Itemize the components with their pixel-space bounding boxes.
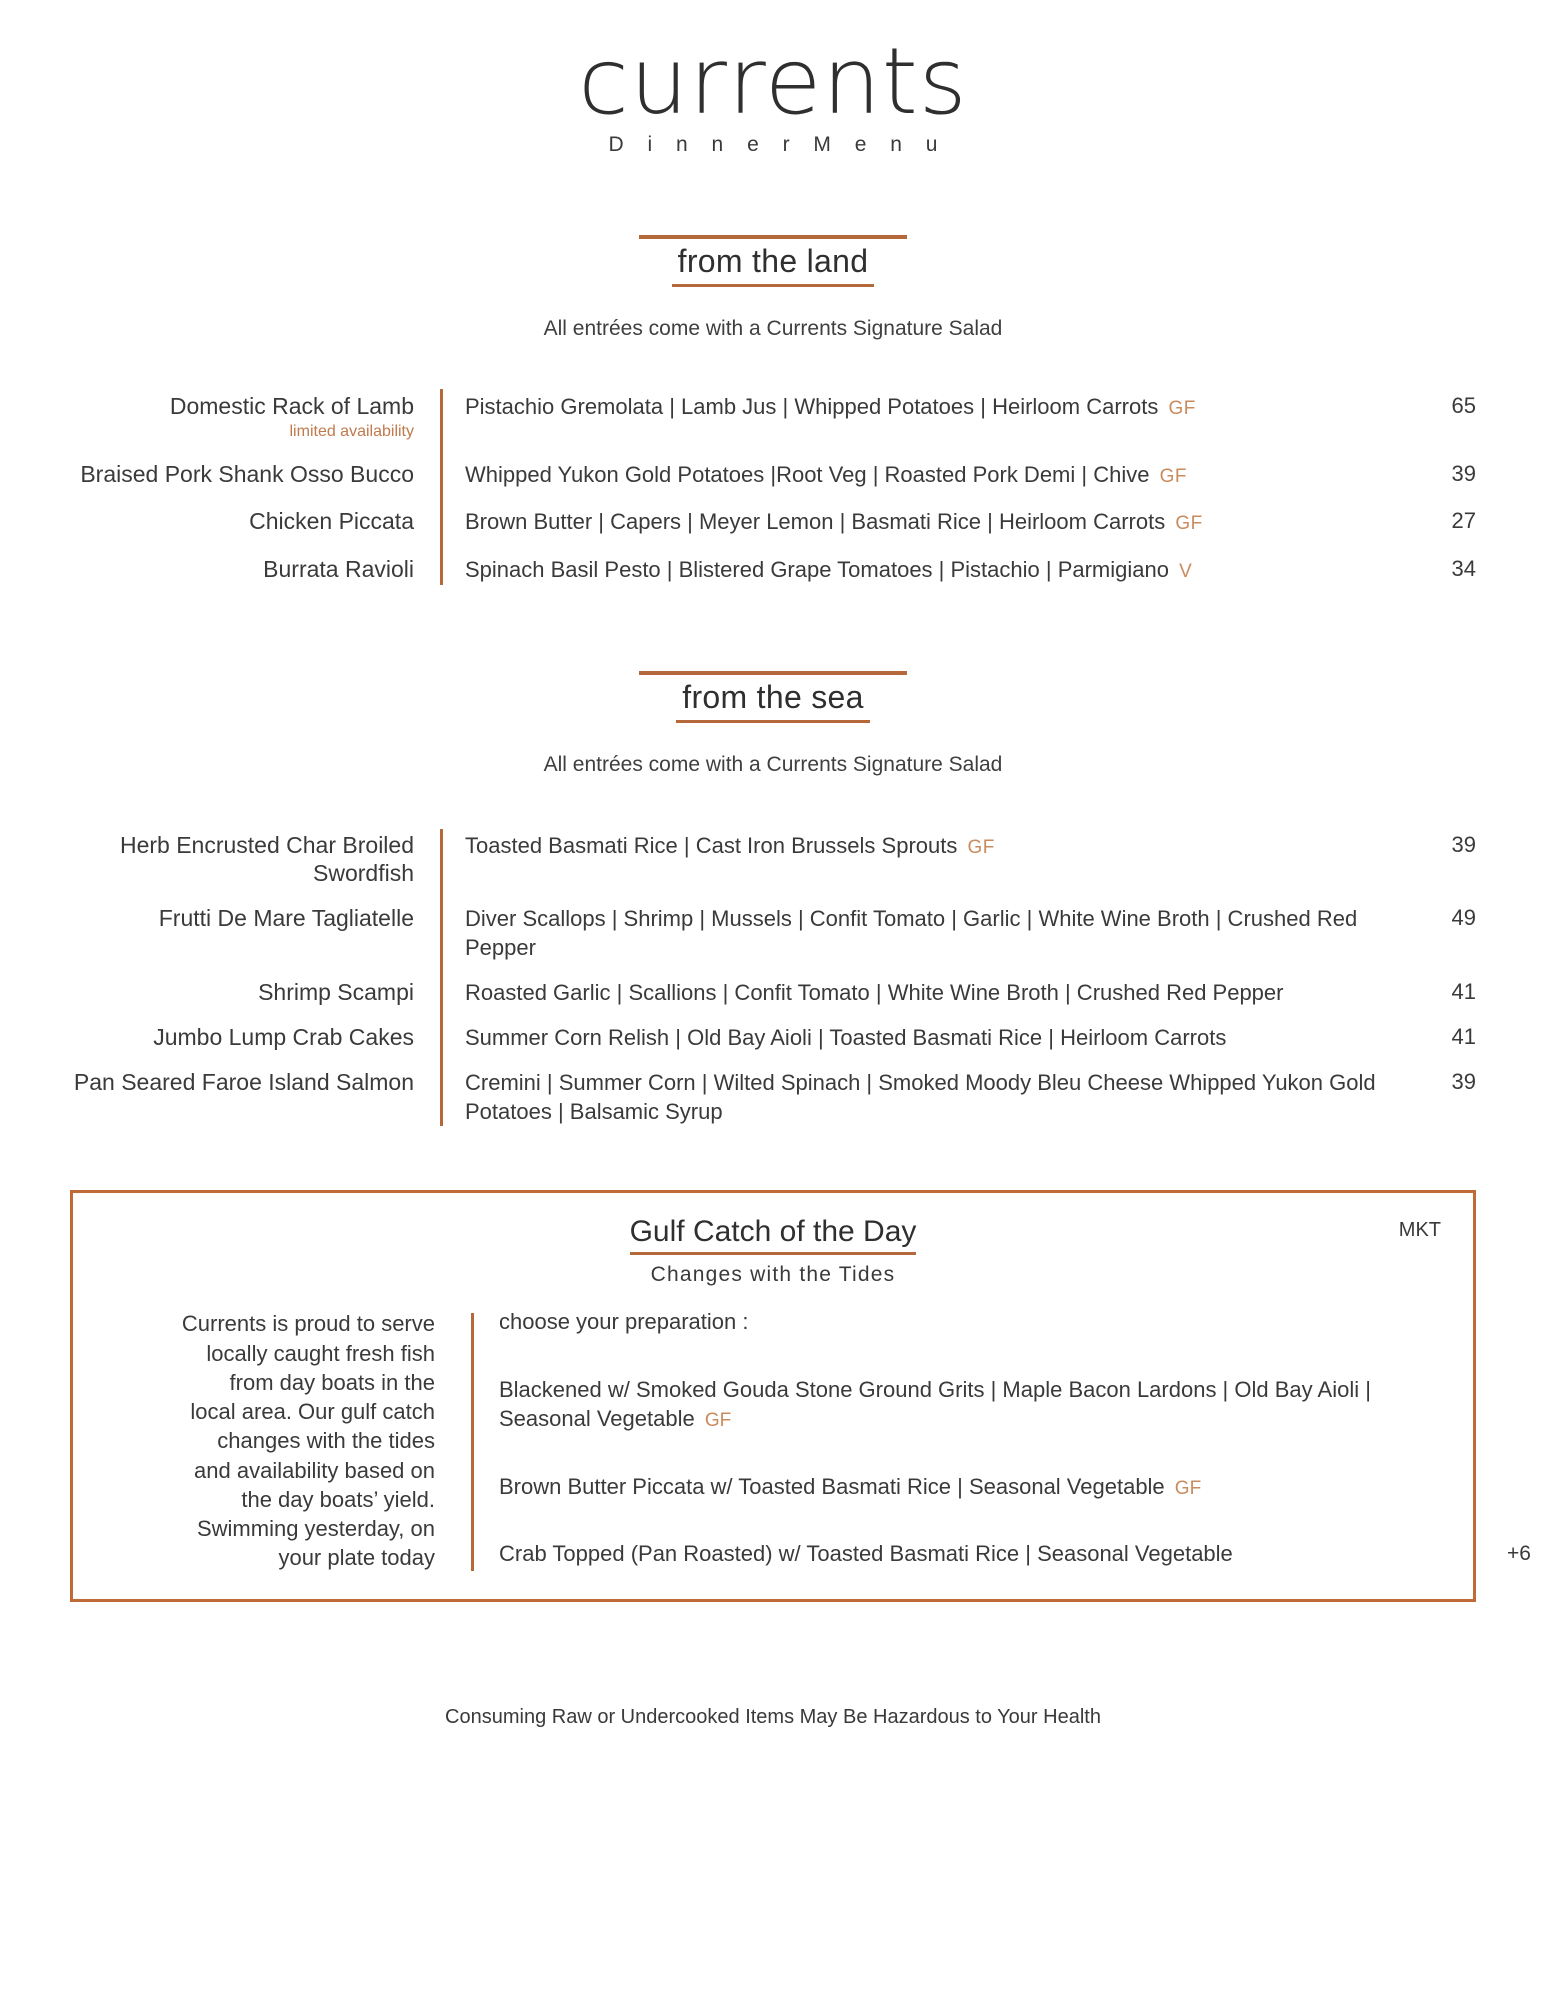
menu-rows-land (70, 383, 1476, 593)
gulf-catch-price: MKT (1398, 1219, 1441, 1242)
gulf-catch-header (99, 1215, 1447, 1287)
gulf-catch-preparations (471, 1309, 1531, 1572)
item-price: 34 (1451, 555, 1476, 581)
item-price: 39 (1451, 1069, 1476, 1095)
restaurant-name: currents (578, 28, 968, 135)
brand-header (70, 0, 1476, 157)
gulf-catch-panel (70, 1190, 1531, 1601)
menu-item (70, 498, 1476, 545)
item-description-wrap (440, 392, 1394, 421)
item-description-wrap (440, 460, 1394, 489)
menu-item (70, 1015, 1476, 1060)
preparation-diet-tag: GF (1174, 1477, 1202, 1499)
item-name-wrap (70, 460, 440, 489)
menu-section-sea (70, 823, 1476, 1135)
preparation-lead: choose your preparation : (499, 1309, 749, 1335)
preparation-option (499, 1472, 1447, 1501)
item-price: 41 (1451, 1024, 1476, 1050)
gulf-catch-title: Gulf Catch of the Day (630, 1215, 917, 1255)
preparation-surcharge: +6 (1507, 1541, 1531, 1565)
item-diet-tag: V (1179, 560, 1193, 582)
section-note-sea: All entrées come with a Currents Signature Salad (543, 752, 1003, 776)
item-price: 39 (1451, 461, 1476, 487)
item-description: Diver Scallops | Shrimp | Mussels | Confit Tomato | Garlic | White Wine Broth | Crushed Red Pepper (465, 906, 1358, 961)
menu-section-land (70, 383, 1476, 593)
item-name: Braised Pork Shank Osso Bucco (80, 461, 414, 488)
heading-rule-top (639, 671, 907, 675)
item-name: Jumbo Lump Crab Cakes (153, 1024, 414, 1051)
preparation-text: Blackened w/ Smoked Gouda Stone Ground Grits | Maple Bacon Lardons | Old Bay Aioli | Seasonal Vegetable (499, 1377, 1371, 1432)
preparation-text: Crab Topped (Pan Roasted) w/ Toasted Basmati Rice | Seasonal Vegetable (499, 1540, 1233, 1566)
gulf-catch-body (99, 1309, 1531, 1572)
section-heading-sea (70, 671, 1476, 723)
item-diet-tag: GF (967, 836, 995, 858)
gulf-catch-subtitle: Changes with the Tides (650, 1263, 896, 1287)
item-name-wrap (70, 507, 440, 536)
item-name-wrap (70, 1023, 440, 1052)
item-description: Pistachio Gremolata | Lamb Jus | Whipped Potatoes | Heirloom Carrots (465, 393, 1159, 419)
item-diet-tag: GF (1175, 513, 1203, 535)
menu-item (70, 896, 1476, 970)
item-name-wrap (70, 831, 440, 889)
section-note-land: All entrées come with a Currents Signature Salad (543, 316, 1003, 340)
item-name: Domestic Rack of Lamb (169, 392, 414, 419)
item-name-wrap (70, 904, 440, 933)
preparation-diet-tag: GF (704, 1410, 732, 1432)
item-price: 49 (1451, 905, 1476, 931)
item-description: Brown Butter | Capers | Meyer Lemon | Basmati Rice | Heirloom Carrots (465, 509, 1166, 535)
menu-item (70, 546, 1476, 593)
item-description: Roasted Garlic | Scallions | Confit Tomato | White Wine Broth | Crushed Red Pepper (465, 980, 1284, 1006)
section-title-sea: from the sea (676, 679, 869, 723)
item-name-wrap (70, 555, 440, 584)
item-name-wrap (70, 978, 440, 1007)
item-name: Herb Encrusted Char Broiled Swordfish (119, 831, 414, 887)
item-description: Spinach Basil Pesto | Blistered Grape Tomatoes | Pistachio | Parmigiano (465, 556, 1169, 582)
item-price: 39 (1451, 831, 1476, 857)
menu-item (70, 823, 1476, 897)
item-diet-tag: GF (1168, 397, 1196, 419)
preparation-text: Brown Butter Piccata w/ Toasted Basmati Rice | Seasonal Vegetable (499, 1473, 1165, 1499)
item-price: 27 (1451, 508, 1476, 534)
item-description: Cremini | Summer Corn | Wilted Spinach | Smoked Moody Bleu Cheese Whipped Yukon Gold Potatoes | Balsamic Syrup (465, 1070, 1376, 1125)
menu-item (70, 383, 1476, 452)
item-description-wrap (440, 1068, 1394, 1126)
item-description-wrap (440, 1023, 1394, 1052)
menu-item (70, 1060, 1476, 1134)
menu-rows-sea (70, 823, 1476, 1135)
item-description-wrap (440, 555, 1394, 584)
item-name: Shrimp Scampi (258, 979, 414, 1006)
item-diet-tag: GF (1159, 466, 1187, 488)
item-description-wrap (440, 831, 1394, 860)
item-description: Toasted Basmati Rice | Cast Iron Brussels Sprouts (465, 832, 958, 858)
item-price: 65 (1451, 392, 1476, 418)
preparation-option (499, 1375, 1447, 1433)
menu-item (70, 970, 1476, 1015)
item-availability-note: limited availability (289, 423, 414, 441)
preparation-option (499, 1539, 1531, 1568)
item-description-wrap (440, 507, 1394, 536)
item-name: Pan Seared Faroe Island Salmon (73, 1069, 414, 1096)
item-description-wrap (440, 978, 1394, 1007)
item-name: Chicken Piccata (249, 508, 414, 535)
item-name: Frutti De Mare Tagliatelle (158, 905, 414, 932)
menu-subtitle: D i n n e r M e n u (608, 132, 947, 156)
section-title-land: from the land (672, 243, 875, 287)
gulf-catch-blurb: Currents is proud to serve locally caught fresh fish from day boats in the local area. Our gulf catch changes with the tides and availability based on the day boats’ yield. Swimming yesterday, on your plate today (181, 1311, 435, 1571)
item-name-wrap (70, 1068, 440, 1097)
item-name-wrap (70, 392, 440, 443)
menu-item (70, 451, 1476, 498)
item-description: Summer Corn Relish | Old Bay Aioli | Toasted Basmati Rice | Heirloom Carrots (465, 1025, 1227, 1051)
item-description-wrap (440, 904, 1394, 962)
item-price: 41 (1451, 979, 1476, 1005)
item-description: Whipped Yukon Gold Potatoes |Root Veg | Roasted Pork Demi | Chive (465, 462, 1150, 488)
heading-rule-top (639, 235, 907, 239)
health-disclaimer: Consuming Raw or Undercooked Items May Be Hazardous to Your Health (445, 1705, 1101, 1728)
section-heading-land (70, 235, 1476, 287)
item-name: Burrata Ravioli (263, 555, 414, 582)
